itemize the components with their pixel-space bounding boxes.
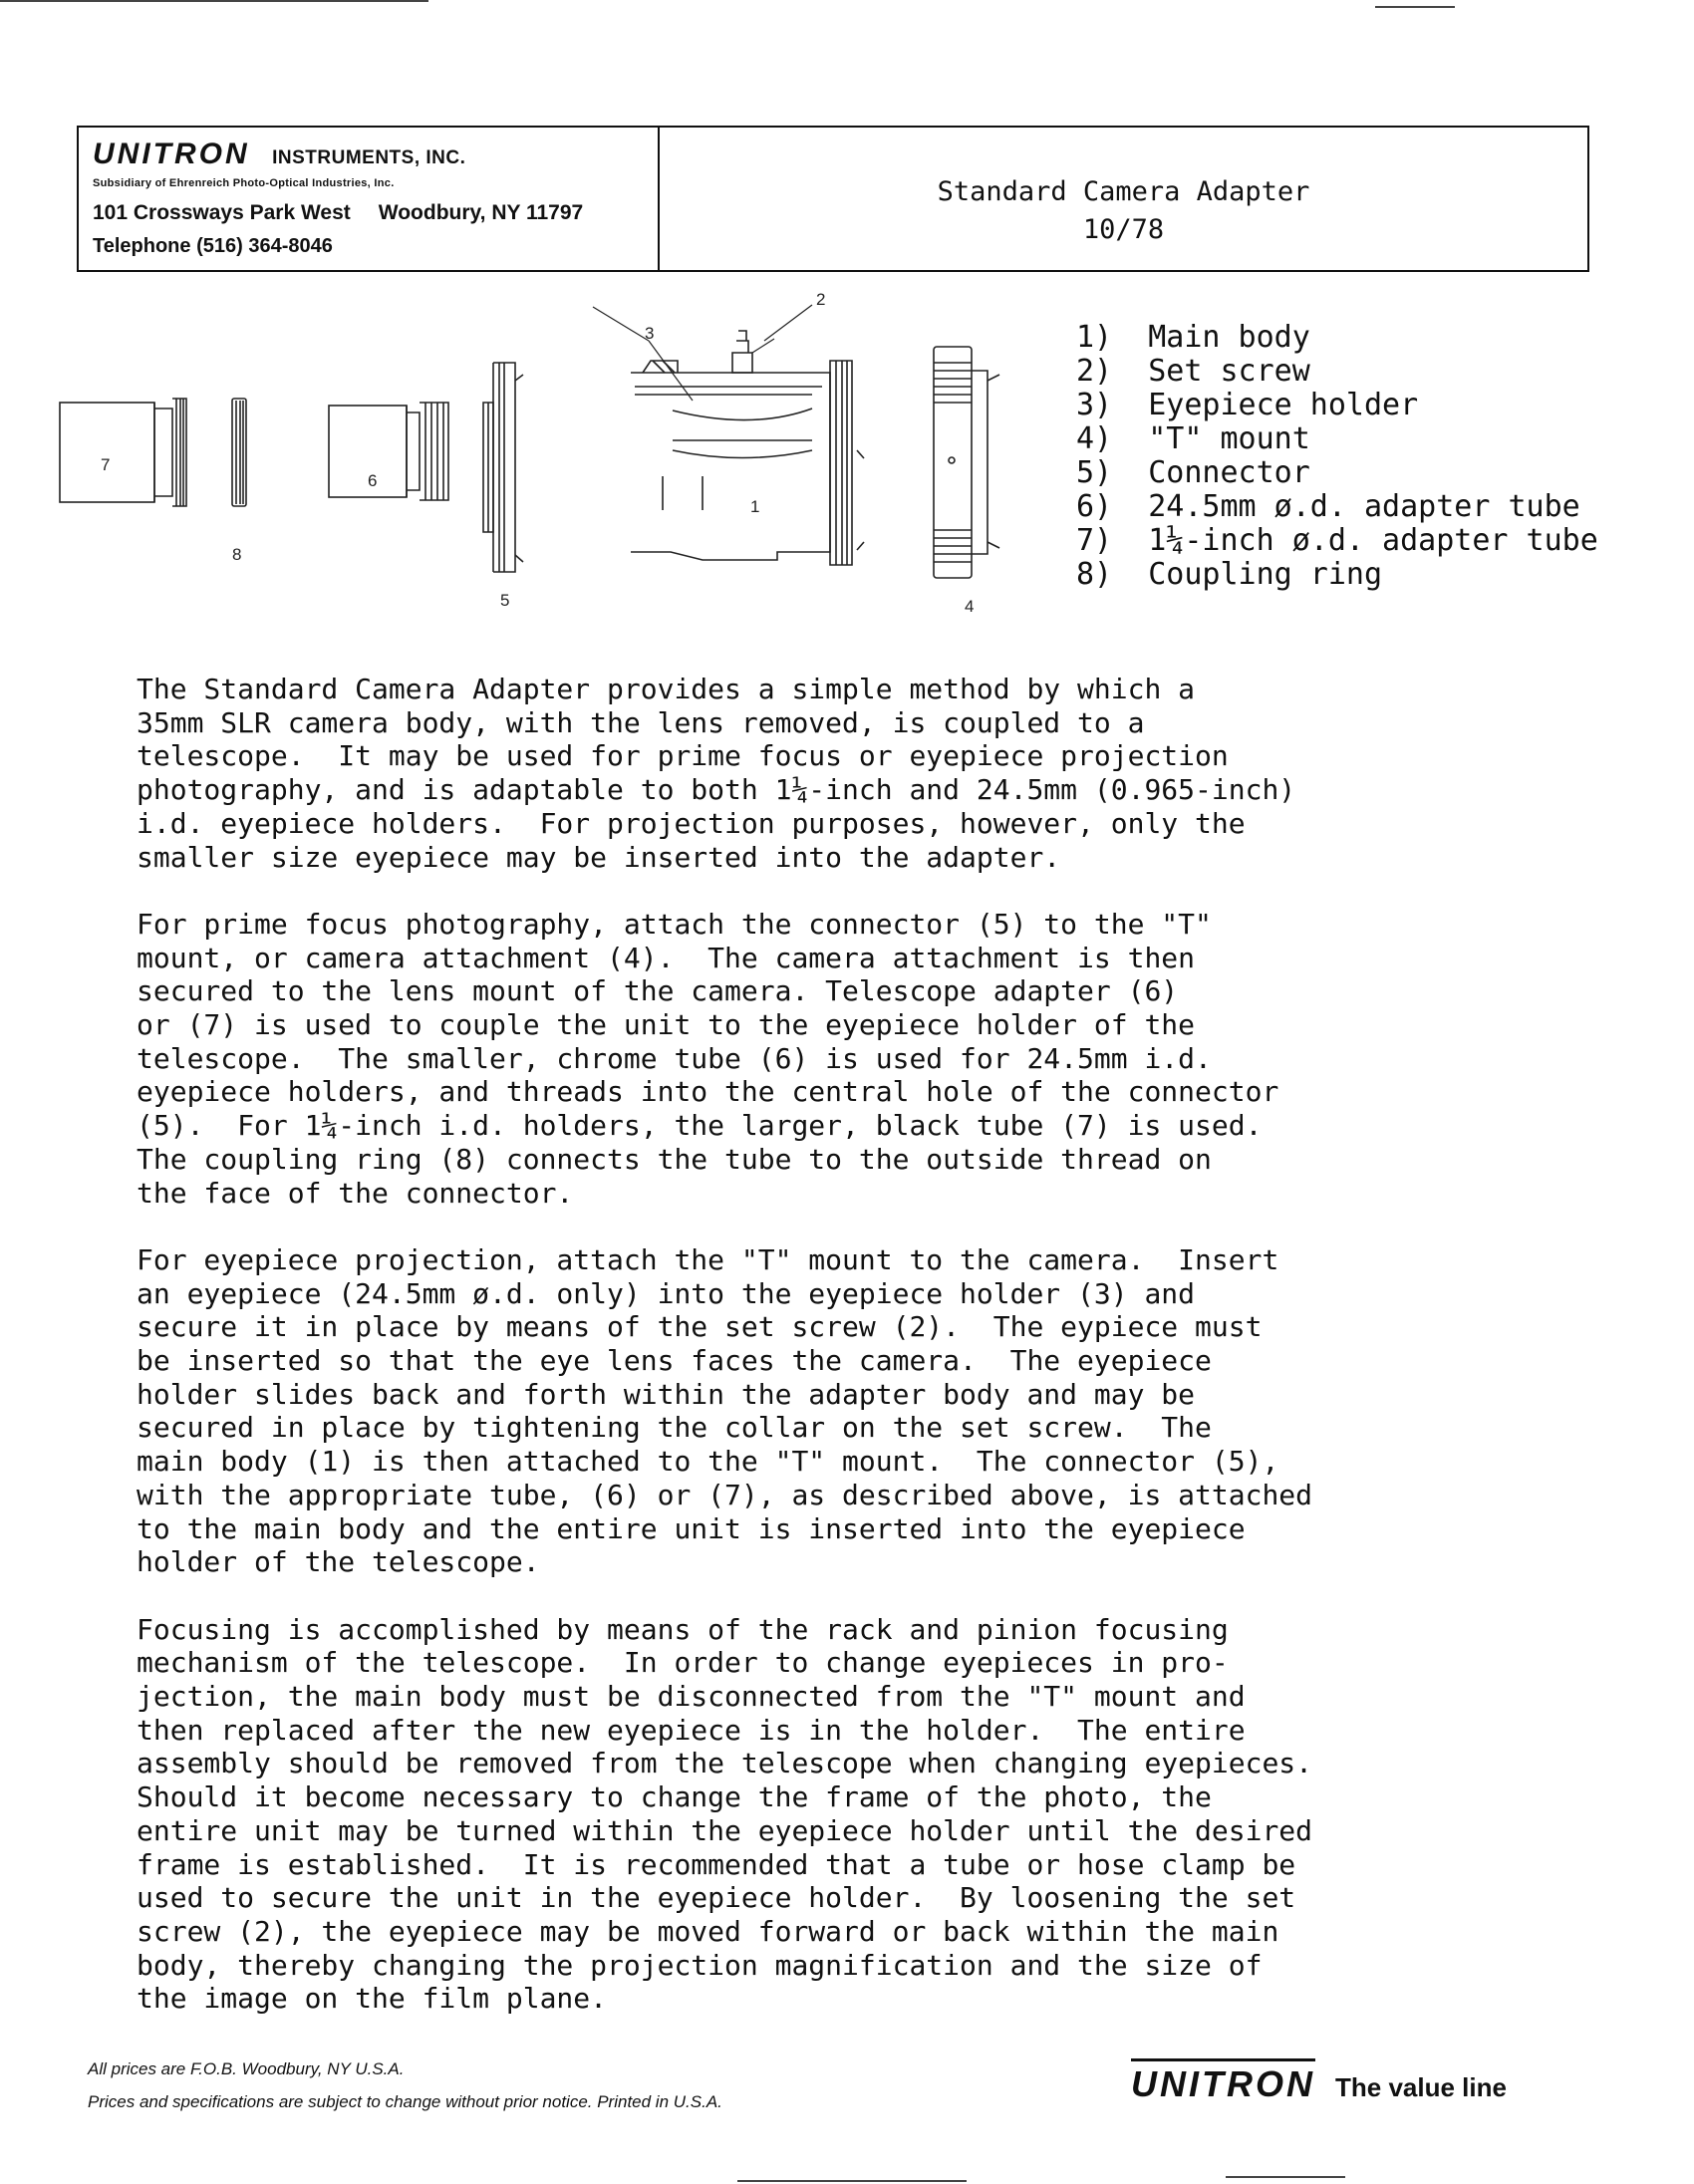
parts-list-item: 6) 24.5mm ø.d. adapter tube bbox=[1076, 489, 1580, 524]
parts-list-item: 4) "T" mount bbox=[1076, 421, 1310, 456]
footer-prices-note: All prices are F.O.B. Woodbury, NY U.S.A. bbox=[88, 2059, 405, 2078]
diagram-label-5: 5 bbox=[500, 591, 510, 610]
company-block bbox=[79, 128, 660, 270]
main-body-1-drawing bbox=[593, 305, 864, 565]
scan-line bbox=[1226, 2176, 1345, 2178]
scan-line bbox=[1375, 6, 1455, 8]
parts-list bbox=[1076, 321, 1598, 592]
paragraph-overview: The Standard Camera Adapter provides a simple method by which a 35mm SLR camera body, with the lens removed, is coupled to a telescope. It may be used for prime focus or eyepiece projection photography, and is adaptable to both 1¼-inch and 24.5mm (0.965-inch) i.d. eyepiece holders. For projection purposes, however, only the smaller size eyepiece may be inserted into the adapter. bbox=[137, 673, 1296, 874]
footer-logo: UNITRON bbox=[1131, 2058, 1315, 2105]
parts-list-item: 2) Set screw bbox=[1076, 354, 1310, 389]
letterhead bbox=[77, 126, 1589, 272]
footer-tagline: The value line bbox=[1335, 2072, 1507, 2102]
street-address: 101 Crossways Park West bbox=[93, 201, 351, 224]
city-address: Woodbury, NY 11797 bbox=[378, 201, 584, 224]
diagram-label-7: 7 bbox=[101, 455, 111, 474]
parts-list-item: 1) Main body bbox=[1076, 320, 1310, 355]
diagram-label-2: 2 bbox=[816, 291, 826, 309]
parts-list-item: 3) Eyepiece holder bbox=[1076, 388, 1419, 422]
diagram-label-1: 1 bbox=[750, 497, 760, 516]
parts-diagram bbox=[55, 291, 1061, 630]
parts-list-item: 7) 1¼-inch ø.d. adapter tube bbox=[1076, 523, 1598, 558]
instructions-body bbox=[137, 673, 1552, 2049]
footer-brand bbox=[1131, 2058, 1507, 2105]
company-name-suffix: INSTRUMENTS, INC. bbox=[272, 147, 466, 168]
paragraph-focusing: Focusing is accomplished by means of the rack and pinion focusing mechanism of the telescope. In order to change eyepieces in pro- jection, the main body must be disconnected from the "T" mount and then replaced after the new eyepiece is in the holder. The entire assembly should be removed from the telescope when changing eyepieces. Should it become necessary to change the frame of the photo, the entire unit may be turned within the eyepiece holder until the desired frame is established. It is recommended that a tube or hose clamp be used to secure the unit in the eyepiece holder. By loosening the set screw (2), the eyepiece may be moved forward or back within the main body, thereby changing the projection magnification and the size of the image on the film plane. bbox=[137, 1612, 1313, 2016]
paragraph-prime-focus: For prime focus photography, attach the connector (5) to the "T" mount, or camera attachment (4). The camera attachment is then secured to the lens mount of the camera. Telescope adapter (6) or (7) is used to couple the unit to the eyepiece holder of the telescope. The smaller, chrome tube (6) is used for 24.5mm i.d. eyepiece holders, and threads into the central hole of the connector (5). For 1¼-inch i.d. holders, the larger, black tube (7) is used. The coupling ring (8) connects the tube to the outside thread on the face of the connector. bbox=[137, 907, 1279, 1210]
parts-list-item: 5) Connector bbox=[1076, 455, 1310, 490]
document-title: Standard Camera Adapter bbox=[937, 176, 1310, 207]
diagram-label-6: 6 bbox=[368, 471, 378, 490]
coupling-ring-8-drawing bbox=[232, 399, 246, 506]
diagram-label-4: 4 bbox=[965, 597, 975, 616]
scan-line bbox=[737, 2180, 967, 2182]
diagram-label-8: 8 bbox=[232, 545, 242, 564]
paragraph-eyepiece-projection: For eyepiece projection, attach the "T" mount to the camera. Insert an eyepiece (24.5mm ø.d. only) into the eyepiece holder (3) and secure it in place by means of the set screw (2). The eypiece must be inserted so that the eye lens faces the camera. The eyepiece holder slides back and forth within the adapter body and may be secured in place by tightening the collar on the set screw. The main body (1) is then attached to the "T" mount. The connector (5), with the appropriate tube, (6) or (7), as described above, is attached to the main body and the entire unit is inserted into the eyepiece holder of the telescope. bbox=[137, 1242, 1313, 1579]
scan-line bbox=[0, 0, 428, 2]
document-date: 10/78 bbox=[1082, 214, 1165, 245]
parts-list-item: 8) Coupling ring bbox=[1076, 557, 1383, 592]
t-mount-4-drawing bbox=[934, 347, 999, 578]
connector-5-drawing bbox=[483, 363, 523, 572]
company-logo: UNITRON bbox=[93, 137, 250, 170]
footer-notes bbox=[88, 2052, 722, 2118]
adapter-tube-7-drawing bbox=[60, 399, 186, 506]
telephone: Telephone (516) 364-8046 bbox=[93, 235, 333, 257]
adapter-tube-6-drawing bbox=[329, 403, 448, 500]
address-line bbox=[93, 201, 644, 225]
diagram-label-3: 3 bbox=[645, 324, 655, 343]
document-title-block bbox=[660, 128, 1587, 270]
footer-specs-note: Prices and specifications are subject to change without prior notice. Printed in U.S.A. bbox=[88, 2092, 722, 2111]
subsidiary-line: Subsidiary of Ehrenreich Photo-Optical Industries, Inc. bbox=[93, 177, 395, 189]
